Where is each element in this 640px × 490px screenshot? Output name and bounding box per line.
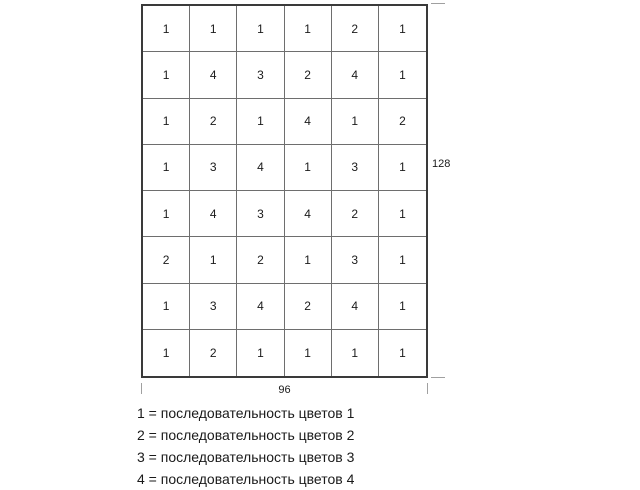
grid-cell: 4 bbox=[190, 52, 237, 98]
grid-cell: 4 bbox=[285, 191, 332, 237]
grid-cell: 3 bbox=[237, 191, 284, 237]
grid-cell: 3 bbox=[237, 52, 284, 98]
grid-cell: 1 bbox=[379, 284, 426, 330]
grid-cell: 2 bbox=[379, 99, 426, 145]
grid-cell: 1 bbox=[143, 6, 190, 52]
dimension-tick-right-bottom bbox=[431, 377, 445, 378]
grid-cell: 1 bbox=[379, 237, 426, 283]
grid-cell: 2 bbox=[190, 330, 237, 376]
grid-cell: 1 bbox=[379, 145, 426, 191]
grid-cell: 1 bbox=[143, 284, 190, 330]
grid-cell: 1 bbox=[332, 330, 379, 376]
grid-cell: 1 bbox=[143, 99, 190, 145]
grid-cell: 2 bbox=[285, 52, 332, 98]
dimension-tick-right-top bbox=[431, 3, 445, 4]
grid-cell: 1 bbox=[143, 330, 190, 376]
color-sequence-grid bbox=[141, 4, 428, 378]
dimension-tick-bottom-right bbox=[427, 383, 428, 394]
grid-cell: 1 bbox=[332, 99, 379, 145]
grid-cell: 2 bbox=[237, 237, 284, 283]
grid-cell: 2 bbox=[332, 191, 379, 237]
grid-cell: 1 bbox=[285, 237, 332, 283]
grid-cell: 4 bbox=[190, 191, 237, 237]
legend-line-1: 1 = последовательность цветов 1 bbox=[137, 405, 355, 421]
width-dimension-label: 96 bbox=[278, 384, 291, 396]
dimension-tick-bottom-left bbox=[141, 383, 142, 394]
grid-cell: 1 bbox=[379, 52, 426, 98]
grid-cell: 2 bbox=[143, 237, 190, 283]
grid-cell: 1 bbox=[285, 145, 332, 191]
grid-cell: 1 bbox=[237, 330, 284, 376]
grid-cell: 4 bbox=[332, 52, 379, 98]
grid-cell: 3 bbox=[332, 237, 379, 283]
legend-line-3: 3 = последовательность цветов 3 bbox=[137, 449, 355, 465]
grid-cell: 2 bbox=[285, 284, 332, 330]
legend bbox=[137, 402, 354, 490]
grid-cell: 1 bbox=[285, 6, 332, 52]
height-dimension-label: 128 bbox=[432, 158, 451, 170]
grid-cell: 4 bbox=[285, 99, 332, 145]
grid-cell: 3 bbox=[332, 145, 379, 191]
grid-cell: 1 bbox=[190, 237, 237, 283]
grid-cell: 1 bbox=[399, 345, 406, 360]
grid-cell: 4 bbox=[237, 284, 284, 330]
grid-cell: 4 bbox=[237, 145, 284, 191]
grid-cell: 2 bbox=[190, 99, 237, 145]
legend-line-2: 2 = последовательность цветов 2 bbox=[137, 427, 355, 443]
legend-line-4: 4 = последовательность цветов 4 bbox=[137, 471, 355, 487]
grid-cell: 1 bbox=[143, 145, 190, 191]
grid-cell: 1 bbox=[237, 99, 284, 145]
grid-cell: 3 bbox=[190, 145, 237, 191]
grid-cell: 4 bbox=[332, 284, 379, 330]
grid-cell: 1 bbox=[143, 52, 190, 98]
grid-cell: 3 bbox=[190, 284, 237, 330]
grid-cell: 1 bbox=[285, 330, 332, 376]
grid-cell: 1 bbox=[379, 6, 426, 52]
grid-cell: 1 bbox=[190, 6, 237, 52]
grid-cell: 2 bbox=[332, 6, 379, 52]
grid-cell: 1 bbox=[143, 191, 190, 237]
grid-cell: 1 bbox=[379, 191, 426, 237]
grid-cell: 1 bbox=[237, 6, 284, 52]
